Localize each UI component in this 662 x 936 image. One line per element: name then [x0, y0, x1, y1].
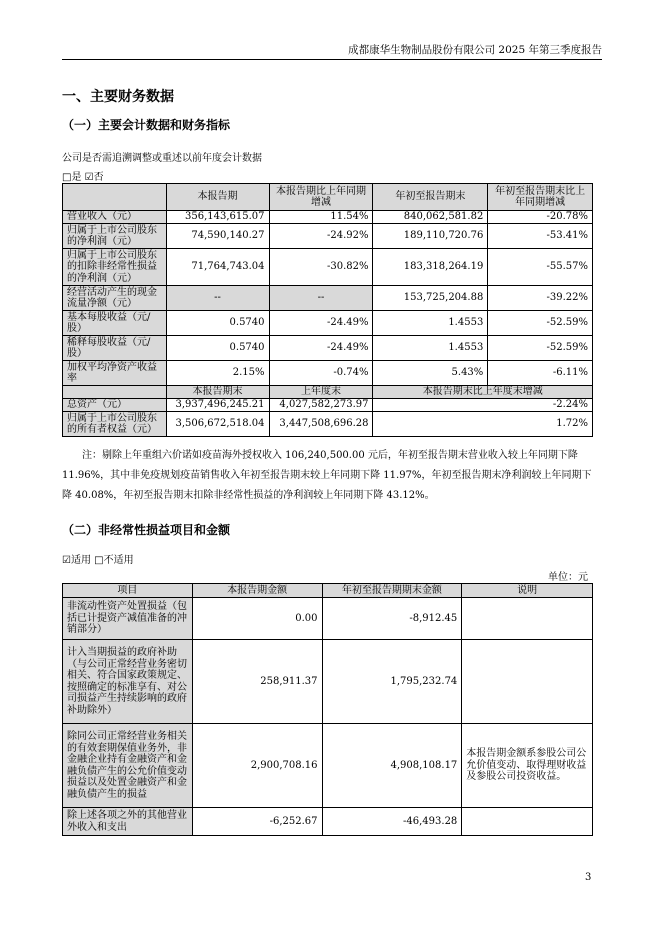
- cell: -46,493.28: [322, 808, 462, 836]
- table-row: [63, 724, 593, 808]
- cell: 2,900,708.16: [192, 724, 322, 808]
- cell: -6,252.67: [192, 808, 322, 836]
- cell: 183,318,264.19: [373, 249, 488, 286]
- table-row: [63, 640, 593, 724]
- cell: -39.22%: [488, 286, 593, 311]
- table1-header: 本报告期: [166, 184, 269, 211]
- cell: -52.59%: [488, 311, 593, 336]
- cell: 3,447,508,696.28: [269, 412, 373, 437]
- table1-subheader: 本报告期末比上年度末增减: [373, 386, 593, 399]
- table1-header: 年初至报告期末: [373, 184, 488, 211]
- cell: -0.74%: [269, 361, 373, 386]
- cell: 840,062,581.82: [373, 211, 488, 224]
- cell: [462, 640, 593, 724]
- table-row: [63, 249, 593, 286]
- table1-header: 本报告期比上年同期增减: [269, 184, 373, 211]
- row-label: 总资产（元）: [63, 399, 167, 412]
- table2-header: 年初至报告期期末金额: [322, 584, 462, 598]
- cell: 1.4553: [373, 336, 488, 361]
- restate-answer: □是 ☑否: [62, 172, 104, 183]
- cell: 3,506,672,518.04: [166, 412, 269, 437]
- non-recurring-table: [62, 583, 593, 836]
- cell: --: [269, 286, 373, 311]
- cell: [462, 808, 593, 836]
- table1-subheader-blank: [63, 386, 167, 399]
- cell: 4,027,582,273.97: [269, 399, 373, 412]
- cell: 189,110,720.76: [373, 224, 488, 249]
- cell: 0.5740: [166, 336, 269, 361]
- row-label: 除上述各项之外的其他营业外收入和支出: [63, 808, 193, 836]
- cell: 本报告期金额系参股公司公允价值变动、取得理财收益及参股公司投资收益。: [462, 724, 593, 808]
- running-header: 成都康华生物制品股份有限公司 2025 年第三季度报告: [348, 44, 602, 56]
- table-row: [63, 361, 593, 386]
- cell: 356,143,615.07: [166, 211, 269, 224]
- subsection-title-2: （二）非经常性损益项目和金额: [62, 523, 231, 537]
- table-note: [62, 446, 592, 506]
- section-title: 一、主要财务数据: [62, 89, 174, 105]
- cell: 258,911.37: [192, 640, 322, 724]
- row-label: 稀释每股收益（元/股）: [63, 336, 167, 361]
- cell: -55.57%: [488, 249, 593, 286]
- cell: -8,912.45: [322, 598, 462, 640]
- table-row: [63, 336, 593, 361]
- cell: 153,725,204.88: [373, 286, 488, 311]
- row-label: 非流动性资产处置损益（包括已计提资产减值准备的冲销部分）: [63, 598, 193, 640]
- table1-header-blank: [63, 184, 167, 211]
- key-financial-table: [62, 183, 593, 437]
- header-rule: [62, 59, 602, 60]
- row-label: 基本每股收益（元/股）: [63, 311, 167, 336]
- table2-header: 说明: [462, 584, 593, 598]
- cell: -24.92%: [269, 224, 373, 249]
- unit-label: 单位：元: [548, 572, 588, 583]
- cell: 71,764,743.04: [166, 249, 269, 286]
- cell: 3,937,496,245.21: [166, 399, 269, 412]
- cell: 11.54%: [269, 211, 373, 224]
- table-row: [63, 286, 593, 311]
- row-label: 归属于上市公司股东的所有者权益（元）: [63, 412, 167, 437]
- cell: 1.72%: [373, 412, 593, 437]
- row-label: 计入当期损益的政府补助（与公司正常经营业务密切相关、符合国家政策规定、按照确定的标准享有、对公司损益产生持续影响的政府补助除外）: [63, 640, 193, 724]
- table2-header: 项目: [63, 584, 193, 598]
- table1-subheader: 本报告期末: [166, 386, 269, 399]
- cell: -2.24%: [373, 399, 593, 412]
- applicable-status: ☑适用 □不适用: [62, 555, 134, 566]
- table-row: [63, 399, 593, 412]
- cell: 0.5740: [166, 311, 269, 336]
- row-label: 经营活动产生的现金流量净额（元）: [63, 286, 167, 311]
- cell: -24.49%: [269, 311, 373, 336]
- cell: 1,795,232.74: [322, 640, 462, 724]
- table2-header: 本报告期金额: [192, 584, 322, 598]
- table1-header: 年初至报告期末比上年同期增减: [488, 184, 593, 211]
- cell: -53.41%: [488, 224, 593, 249]
- table-row: [63, 808, 593, 836]
- cell: 0.00: [192, 598, 322, 640]
- cell: [462, 598, 593, 640]
- row-label: 加权平均净资产收益率: [63, 361, 167, 386]
- cell: 4,908,108.17: [322, 724, 462, 808]
- row-label: 除同公司正常经营业务相关的有效套期保值业务外，非金融企业持有金融资产和金融负债产生的公允价值变动损益以及处置金融资产和金融负债产生的损益: [63, 724, 193, 808]
- table-row: [63, 211, 593, 224]
- row-label: 营业收入（元）: [63, 211, 167, 224]
- cell: -24.49%: [269, 336, 373, 361]
- restate-question: 公司是否需追溯调整或重述以前年度会计数据: [62, 153, 262, 164]
- cell: 5.43%: [373, 361, 488, 386]
- cell: -30.82%: [269, 249, 373, 286]
- table-row: [63, 311, 593, 336]
- page-number: 3: [585, 872, 592, 883]
- row-label: 归属于上市公司股东的净利润（元）: [63, 224, 167, 249]
- cell: --: [166, 286, 269, 311]
- row-label: 归属于上市公司股东的扣除非经常性损益的净利润（元）: [63, 249, 167, 286]
- table-row: [63, 598, 593, 640]
- cell: -6.11%: [488, 361, 593, 386]
- table-row: [63, 224, 593, 249]
- table-row: [63, 412, 593, 437]
- cell: 1.4553: [373, 311, 488, 336]
- cell: 74,590,140.27: [166, 224, 269, 249]
- cell: -20.78%: [488, 211, 593, 224]
- subsection-title-1: （一）主要会计数据和财务指标: [62, 118, 231, 132]
- table1-subheader: 上年度末: [269, 386, 373, 399]
- cell: 2.15%: [166, 361, 269, 386]
- note-text: 注：剔除上年重组六价诺如疫苗海外授权收入 106,240,500.00 元后，年初至报告期末营业收入较上年同期下降 11.96%，其中非免疫规划疫苗销售收入年初至报告期末较上年同期下降 11.97%，年初至报告期末净利润较上年同期下降 40.08%，年初至报告期末扣除非经常性损益的净利润较上年同期下降 43.12%。: [62, 450, 592, 501]
- cell: -52.59%: [488, 336, 593, 361]
